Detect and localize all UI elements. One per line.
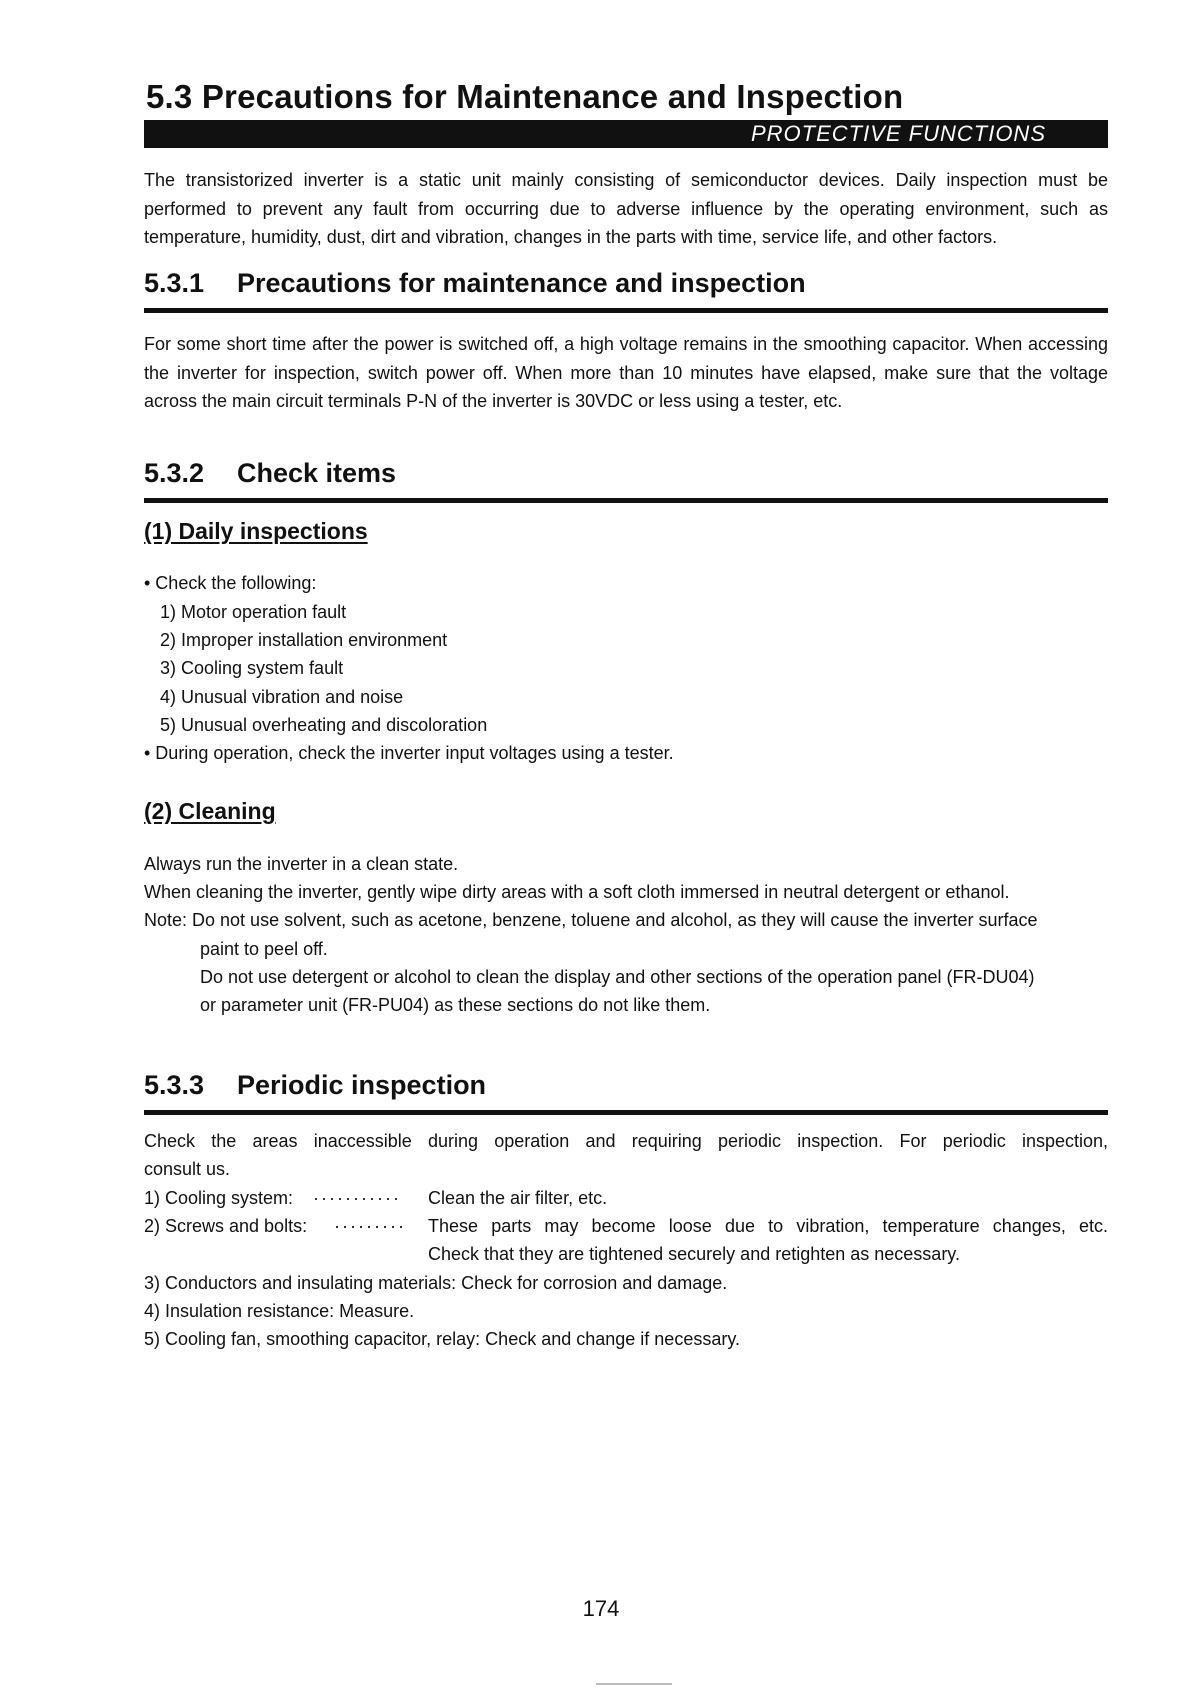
page-number: 174 [582,1596,620,1621]
periodic-intro: consult us. [144,1159,231,1179]
note-line: Do not use detergent or alcohol to clean the display and other sections of the operation panel (FR-DU04) [200,967,1035,987]
section-rule [144,1110,1108,1115]
periodic-item-text: Check that they are tightened securely and retighten as necessary. [428,1244,960,1264]
periodic-intro: Check the areas inaccessible during operation and requiring periodic inspection. For periodic inspection, [144,1131,1108,1151]
periodic-item-label: 2) Screws and bolts: [144,1216,308,1236]
section-number: 5.3.2 [144,458,205,488]
note-line: or parameter unit (FR-PU04) as these sections do not like them. [200,995,711,1015]
page-title: 5.3 Precautions for Maintenance and Inspection [146,78,904,115]
periodic-item-text: Clean the air filter, etc. [428,1188,608,1208]
bullet-item: • Check the following: [144,573,317,593]
periodic-item: 4) Insulation resistance: Measure. [144,1301,415,1321]
leader-dots: ··········· [313,1188,401,1208]
section-heading-5-3-1 [144,268,806,299]
periodic-item: 3) Conductors and insulating materials: Check for corrosion and damage. [144,1273,728,1293]
list-item: 2) Improper installation environment [160,630,448,650]
list-item: 4) Unusual vibration and noise [160,687,404,707]
leader-dots: ········· [334,1216,406,1236]
section-banner [144,120,1108,148]
cleaning-line: Always run the inverter in a clean state. [144,854,459,874]
section-heading-5-3-2 [144,458,396,489]
list-item: 1) Motor operation fault [160,602,347,622]
section-title: Periodic inspection [237,1070,487,1100]
section-number: 5.3.1 [144,268,205,298]
section-title: Precautions for maintenance and inspection [237,268,806,298]
maintenance-paragraph: For some short time after the power is switched off, a high voltage remains in the smoothing capacitor. When accessing the inverter for inspection, switch power off. When more than 10 minutes have elapsed, make sure that the voltage across the main circuit terminals P-N of the inverter is 30VDC or less using a tester, etc. [144,334,1108,411]
periodic-item-text: These parts may become loose due to vibration, temperature changes, etc. [428,1216,1108,1236]
note-line: paint to peel off. [200,939,328,959]
section-rule [144,308,1108,313]
bullet-item: • During operation, check the inverter input voltages using a tester. [144,743,674,763]
section-rule [144,498,1108,503]
periodic-item-label: 1) Cooling system: [144,1188,294,1208]
cleaning-line: When cleaning the inverter, gently wipe dirty areas with a soft cloth immersed in neutral detergent or ethanol. [144,882,1010,902]
banner-label: PROTECTIVE FUNCTIONS [750,121,1046,146]
subheading-daily-inspections: (1) Daily inspections [144,518,368,544]
list-item: 3) Cooling system fault [160,658,344,678]
section-heading-5-3-3 [144,1070,486,1101]
note-line: Note: Do not use solvent, such as acetone, benzene, toluene and alcohol, as they will cause the inverter surface [144,910,1038,930]
section-title: Check items [237,458,397,488]
intro-paragraph: The transistorized inverter is a static unit mainly consisting of semiconductor devices. Daily inspection must be performed to prevent any fault from occurring due to adverse influence by the operating environment, such as temperature, humidity, dust, dirt and vibration, changes in the parts with time, service life, and other factors. [144,170,1108,247]
section-number: 5.3.3 [144,1070,205,1100]
scan-mark [596,1683,672,1685]
subheading-cleaning: (2) Cleaning [144,798,276,824]
list-item: 5) Unusual overheating and discoloration [160,715,488,735]
periodic-item: 5) Cooling fan, smoothing capacitor, relay: Check and change if necessary. [144,1329,740,1349]
